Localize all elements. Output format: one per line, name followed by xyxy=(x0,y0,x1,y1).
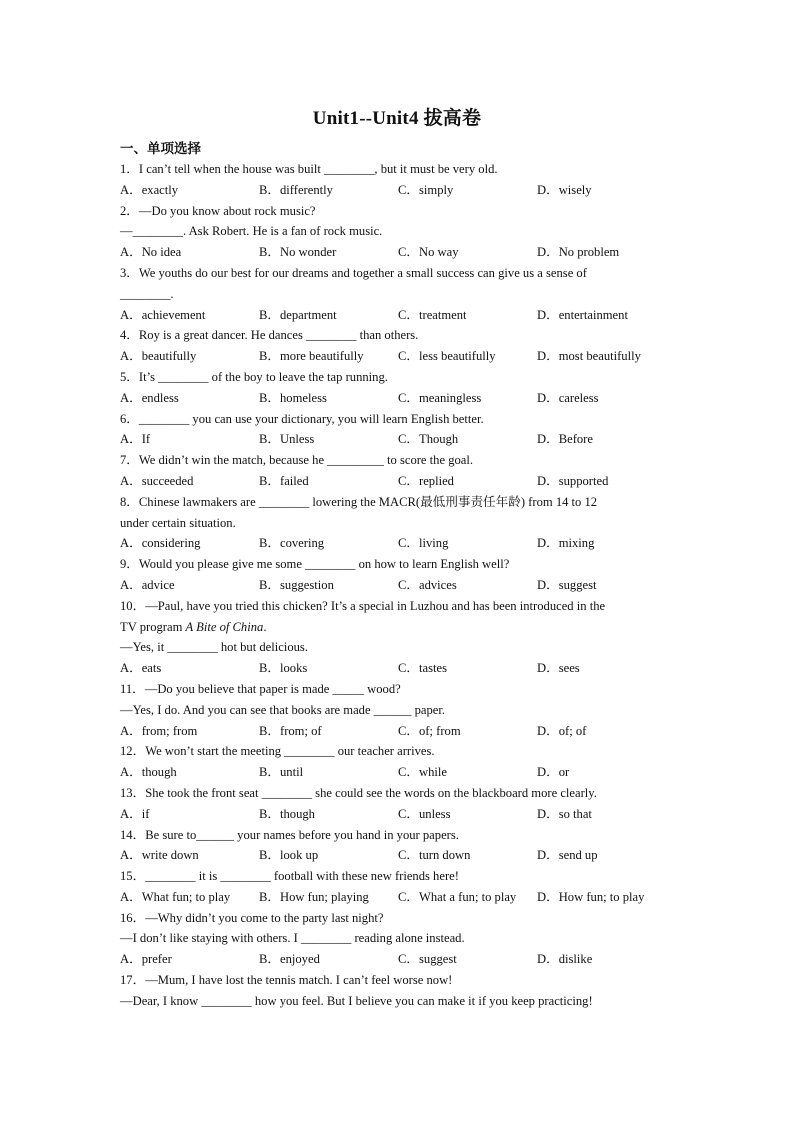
question-text: —Yes, I do. And you can see that books are made ______ paper. xyxy=(120,702,446,717)
option-text: If xyxy=(141,432,151,447)
option-letter: A． xyxy=(120,390,142,405)
option-letter: A． xyxy=(120,952,142,967)
page-title: Unit1--Unit4 拔高卷 xyxy=(312,108,482,129)
option-letter: C． xyxy=(398,536,419,551)
option-c[interactable] xyxy=(398,180,537,201)
option-letter: D． xyxy=(537,723,559,738)
option-a[interactable] xyxy=(120,949,259,970)
option-text: if xyxy=(141,806,150,821)
option-a[interactable] xyxy=(120,658,259,679)
option-letter: D． xyxy=(537,577,559,592)
options-row xyxy=(120,949,680,970)
option-text: prefer xyxy=(141,952,172,967)
option-letter: B． xyxy=(259,536,280,551)
question-text: 15．________ it is ________ football with these new friends here! xyxy=(120,869,459,884)
option-b[interactable] xyxy=(259,845,398,866)
option-text: simply xyxy=(419,182,454,197)
option-letter: B． xyxy=(259,349,280,364)
option-letter: C． xyxy=(398,245,419,260)
option-b[interactable] xyxy=(259,180,398,201)
option-text: less beautifully xyxy=(419,349,496,364)
option-c[interactable] xyxy=(398,429,537,450)
option-letter: B． xyxy=(259,952,280,967)
option-letter: D． xyxy=(537,307,559,322)
option-text: most beautifully xyxy=(558,349,641,364)
option-text: achievement xyxy=(141,307,206,322)
option-text: beautifully xyxy=(141,349,197,364)
option-text: advices xyxy=(419,577,457,592)
options-row xyxy=(120,242,680,263)
option-text: No wonder xyxy=(280,245,337,260)
option-b[interactable] xyxy=(259,533,398,554)
options-row xyxy=(120,388,680,409)
question-item xyxy=(120,554,680,596)
option-text: eats xyxy=(141,661,162,676)
question-text: 12．We won’t start the meeting ________ our teacher arrives. xyxy=(120,744,435,759)
option-b[interactable] xyxy=(259,887,398,908)
option-letter: C． xyxy=(398,349,419,364)
option-c[interactable] xyxy=(398,242,537,263)
option-b[interactable] xyxy=(259,388,398,409)
option-text: from; of xyxy=(280,723,322,738)
option-letter: A． xyxy=(120,349,142,364)
option-b[interactable] xyxy=(259,804,398,825)
option-letter: C． xyxy=(398,307,419,322)
option-c[interactable] xyxy=(398,762,537,783)
option-text: How fun; playing xyxy=(280,889,369,904)
option-text: suggestion xyxy=(280,577,334,592)
options-row xyxy=(120,429,680,450)
option-letter: B． xyxy=(259,848,280,863)
options-row xyxy=(120,471,680,492)
option-letter: A． xyxy=(120,765,142,780)
option-c[interactable] xyxy=(398,346,537,367)
question-item xyxy=(120,450,680,492)
option-letter: D． xyxy=(537,765,559,780)
option-letter: C． xyxy=(398,661,419,676)
question-text: 5．It’s ________ of the boy to leave the tap running. xyxy=(120,369,388,384)
option-letter: A． xyxy=(120,661,142,676)
option-c[interactable] xyxy=(398,533,537,554)
question-text: under certain situation. xyxy=(120,515,236,530)
question-text: —Dear, I know ________ how you feel. But I believe you can make it if you keep practicing! xyxy=(120,993,593,1008)
option-a[interactable] xyxy=(120,305,259,326)
option-text: No way xyxy=(419,245,459,260)
options-row xyxy=(120,845,680,866)
options-row xyxy=(120,305,680,326)
option-d[interactable] xyxy=(537,429,676,450)
option-text: dislike xyxy=(558,952,593,967)
option-a[interactable] xyxy=(120,346,259,367)
option-letter: C． xyxy=(398,432,419,447)
option-letter: B． xyxy=(259,577,280,592)
option-text: supported xyxy=(558,473,609,488)
option-letter: B． xyxy=(259,473,280,488)
question-text: 8．Chinese lawmakers are ________ lowering the MACR(最低刑事责任年龄) from 14 to 12 xyxy=(120,494,598,509)
option-b[interactable] xyxy=(259,575,398,596)
option-text: more beautifully xyxy=(280,349,364,364)
question-text: 13．She took the front seat ________ she could see the words on the blackboard more clearly. xyxy=(120,785,597,800)
options-row xyxy=(120,804,680,825)
option-d[interactable] xyxy=(537,533,676,554)
option-letter: D． xyxy=(537,245,559,260)
option-text: of; of xyxy=(558,723,587,738)
option-letter: C． xyxy=(398,473,419,488)
option-b[interactable] xyxy=(259,762,398,783)
option-c[interactable] xyxy=(398,887,537,908)
question-text: 3．We youths do our best for our dreams and together a small success can give us a sense of xyxy=(120,265,587,280)
options-row xyxy=(120,180,680,201)
option-text: replied xyxy=(419,473,454,488)
option-a[interactable] xyxy=(120,471,259,492)
option-b[interactable] xyxy=(259,242,398,263)
option-text: mixing xyxy=(558,536,595,551)
question-text: 9．Would you please give me some ________ on how to learn English well? xyxy=(120,557,510,572)
option-text: turn down xyxy=(419,848,471,863)
option-text: failed xyxy=(280,473,309,488)
option-letter: D． xyxy=(537,806,559,821)
option-a[interactable] xyxy=(120,242,259,263)
option-text: until xyxy=(280,765,304,780)
option-a[interactable] xyxy=(120,388,259,409)
option-c[interactable] xyxy=(398,471,537,492)
option-text: sees xyxy=(558,661,580,676)
option-c[interactable] xyxy=(398,721,537,742)
question-text: 17．—Mum, I have lost the tennis match. I can’t feel worse now! xyxy=(120,973,453,988)
option-letter: C． xyxy=(398,806,419,821)
question-item xyxy=(120,866,680,908)
options-row xyxy=(120,346,680,367)
option-d[interactable] xyxy=(537,388,676,409)
option-letter: D． xyxy=(537,473,559,488)
question-text: —Yes, it ________ hot but delicious. xyxy=(120,640,308,655)
option-d[interactable] xyxy=(537,242,676,263)
question-item xyxy=(120,263,680,325)
option-text: enjoyed xyxy=(280,952,320,967)
question-item xyxy=(120,596,680,679)
option-d[interactable] xyxy=(537,658,676,679)
question-text: 1．I can’t tell when the house was built ________, but it must be very old. xyxy=(120,162,498,176)
option-letter: C． xyxy=(398,848,419,863)
option-letter: A． xyxy=(120,577,142,592)
section-heading: 一、单项选择 xyxy=(120,141,201,156)
option-text: entertainment xyxy=(558,307,628,322)
option-d[interactable] xyxy=(537,346,676,367)
option-letter: B． xyxy=(259,245,280,260)
question-item xyxy=(120,783,680,825)
option-text: or xyxy=(558,765,570,780)
option-letter: C． xyxy=(398,765,419,780)
option-text: treatment xyxy=(419,307,467,322)
question-text: 11．—Do you believe that paper is made _____ wood? xyxy=(120,681,401,696)
question-text: 14．Be sure to______ your names before you hand in your papers. xyxy=(120,827,459,842)
option-c[interactable] xyxy=(398,658,537,679)
option-d[interactable] xyxy=(537,471,676,492)
option-b[interactable] xyxy=(259,346,398,367)
option-c[interactable] xyxy=(398,949,537,970)
option-d[interactable] xyxy=(537,180,676,201)
option-text: living xyxy=(419,536,449,551)
question-item xyxy=(120,825,680,867)
option-a[interactable] xyxy=(120,533,259,554)
option-letter: D． xyxy=(537,432,559,447)
option-letter: B． xyxy=(259,723,280,738)
option-letter: D． xyxy=(537,390,559,405)
option-c[interactable] xyxy=(398,804,537,825)
option-letter: A． xyxy=(120,806,142,821)
option-text: differently xyxy=(280,182,333,197)
option-text: considering xyxy=(141,536,201,551)
option-text: send up xyxy=(558,848,598,863)
option-letter: C． xyxy=(398,723,419,738)
options-row xyxy=(120,887,680,908)
option-a[interactable] xyxy=(120,180,259,201)
option-text: looks xyxy=(280,661,308,676)
option-letter: B． xyxy=(259,182,280,197)
option-b[interactable] xyxy=(259,658,398,679)
option-text: homeless xyxy=(280,390,327,405)
question-text: 16．—Why didn’t you come to the party last night? xyxy=(120,910,384,925)
option-letter: A． xyxy=(120,182,142,197)
option-text: covering xyxy=(280,536,325,551)
option-b[interactable] xyxy=(259,949,398,970)
option-c[interactable] xyxy=(398,305,537,326)
option-text: look up xyxy=(280,848,319,863)
option-text: while xyxy=(419,765,447,780)
option-d[interactable] xyxy=(537,845,676,866)
question-item xyxy=(120,159,680,201)
question-list xyxy=(120,159,680,1012)
question-text: —I don’t like staying with others. I ________ reading alone instead. xyxy=(120,931,465,946)
option-text: wisely xyxy=(558,182,592,197)
option-a[interactable] xyxy=(120,845,259,866)
option-letter: A． xyxy=(120,723,142,738)
question-item xyxy=(120,679,680,741)
option-text: though xyxy=(141,765,177,780)
question-text-part: TV program xyxy=(120,619,186,634)
options-row xyxy=(120,658,680,679)
question-item xyxy=(120,908,680,970)
option-letter: B． xyxy=(259,390,280,405)
option-text: tastes xyxy=(419,661,447,676)
option-text: from; from xyxy=(141,723,198,738)
option-letter: B． xyxy=(259,432,280,447)
question-text: 6．________ you can use your dictionary, you will learn English better. xyxy=(120,411,484,426)
options-row xyxy=(120,533,680,554)
option-letter: D． xyxy=(537,536,559,551)
option-a[interactable] xyxy=(120,429,259,450)
option-text: No idea xyxy=(141,245,182,260)
question-item xyxy=(120,970,680,1012)
options-row xyxy=(120,762,680,783)
option-letter: B． xyxy=(259,765,280,780)
option-letter: D． xyxy=(537,182,559,197)
option-text: of; from xyxy=(419,723,461,738)
option-text: What a fun; to play xyxy=(419,889,517,904)
question-item xyxy=(120,201,680,263)
option-letter: A． xyxy=(120,848,142,863)
option-letter: B． xyxy=(259,806,280,821)
option-letter: C． xyxy=(398,577,419,592)
option-letter: A． xyxy=(120,432,142,447)
option-letter: C． xyxy=(398,889,419,904)
options-row xyxy=(120,575,680,596)
option-letter: D． xyxy=(537,952,559,967)
option-letter: A． xyxy=(120,245,142,260)
question-text: 7．We didn’t win the match, because he _________ to score the goal. xyxy=(120,453,474,468)
question-text: —________. Ask Robert. He is a fan of rock music. xyxy=(120,224,383,239)
option-text: exactly xyxy=(141,182,179,197)
option-a[interactable] xyxy=(120,804,259,825)
option-letter: B． xyxy=(259,307,280,322)
option-text: suggest xyxy=(558,577,597,592)
option-b[interactable] xyxy=(259,429,398,450)
question-item xyxy=(120,325,680,367)
option-text: endless xyxy=(141,390,179,405)
question-text: 4．Roy is a great dancer. He dances ________ than others. xyxy=(120,328,419,343)
option-d[interactable] xyxy=(537,762,676,783)
option-text: advice xyxy=(141,577,175,592)
option-text: department xyxy=(280,307,337,322)
option-text: write down xyxy=(141,848,199,863)
option-letter: B． xyxy=(259,661,280,676)
question-text: 2．—Do you know about rock music? xyxy=(120,203,316,218)
option-c[interactable] xyxy=(398,388,537,409)
option-c[interactable] xyxy=(398,845,537,866)
option-c[interactable] xyxy=(398,575,537,596)
option-text: Before xyxy=(558,432,593,447)
option-letter: D． xyxy=(537,661,559,676)
option-text: suggest xyxy=(419,952,457,967)
option-d[interactable] xyxy=(537,575,676,596)
question-text: ________. xyxy=(120,286,174,301)
option-letter: C． xyxy=(398,952,419,967)
option-text: though xyxy=(280,806,315,821)
option-d[interactable] xyxy=(537,721,676,742)
option-text: Unless xyxy=(280,432,315,447)
option-a[interactable] xyxy=(120,887,259,908)
option-letter: A． xyxy=(120,307,142,322)
option-text: meaningless xyxy=(419,390,482,405)
option-text: careless xyxy=(558,390,599,405)
question-text xyxy=(120,617,680,638)
option-text: so that xyxy=(558,806,592,821)
option-text: What fun; to play xyxy=(141,889,231,904)
option-b[interactable] xyxy=(259,305,398,326)
option-letter: A． xyxy=(120,889,142,904)
question-text: 10．—Paul, have you tried this chicken? It’s a special in Luzhou and has been introduced in the xyxy=(120,598,606,613)
option-text: How fun; to play xyxy=(558,889,645,904)
option-d[interactable] xyxy=(537,949,676,970)
option-d[interactable] xyxy=(537,305,676,326)
option-letter: C． xyxy=(398,390,419,405)
option-letter: B． xyxy=(259,889,280,904)
options-row xyxy=(120,721,680,742)
option-text: No problem xyxy=(558,245,620,260)
option-text: succeeded xyxy=(141,473,194,488)
option-letter: D． xyxy=(537,349,559,364)
option-text: Though xyxy=(419,432,459,447)
program-title: A Bite of China xyxy=(185,619,264,634)
option-letter: D． xyxy=(537,848,559,863)
option-letter: A． xyxy=(120,536,142,551)
question-item xyxy=(120,492,680,554)
option-a[interactable] xyxy=(120,762,259,783)
option-letter: D． xyxy=(537,889,559,904)
option-text: unless xyxy=(419,806,451,821)
question-item xyxy=(120,409,680,451)
option-d[interactable] xyxy=(537,887,676,908)
option-b[interactable] xyxy=(259,721,398,742)
option-b[interactable] xyxy=(259,471,398,492)
option-d[interactable] xyxy=(537,804,676,825)
option-letter: A． xyxy=(120,473,142,488)
question-text-part: . xyxy=(263,619,267,634)
option-a[interactable] xyxy=(120,721,259,742)
option-a[interactable] xyxy=(120,575,259,596)
option-letter: C． xyxy=(398,182,419,197)
question-item xyxy=(120,741,680,783)
question-item xyxy=(120,367,680,409)
